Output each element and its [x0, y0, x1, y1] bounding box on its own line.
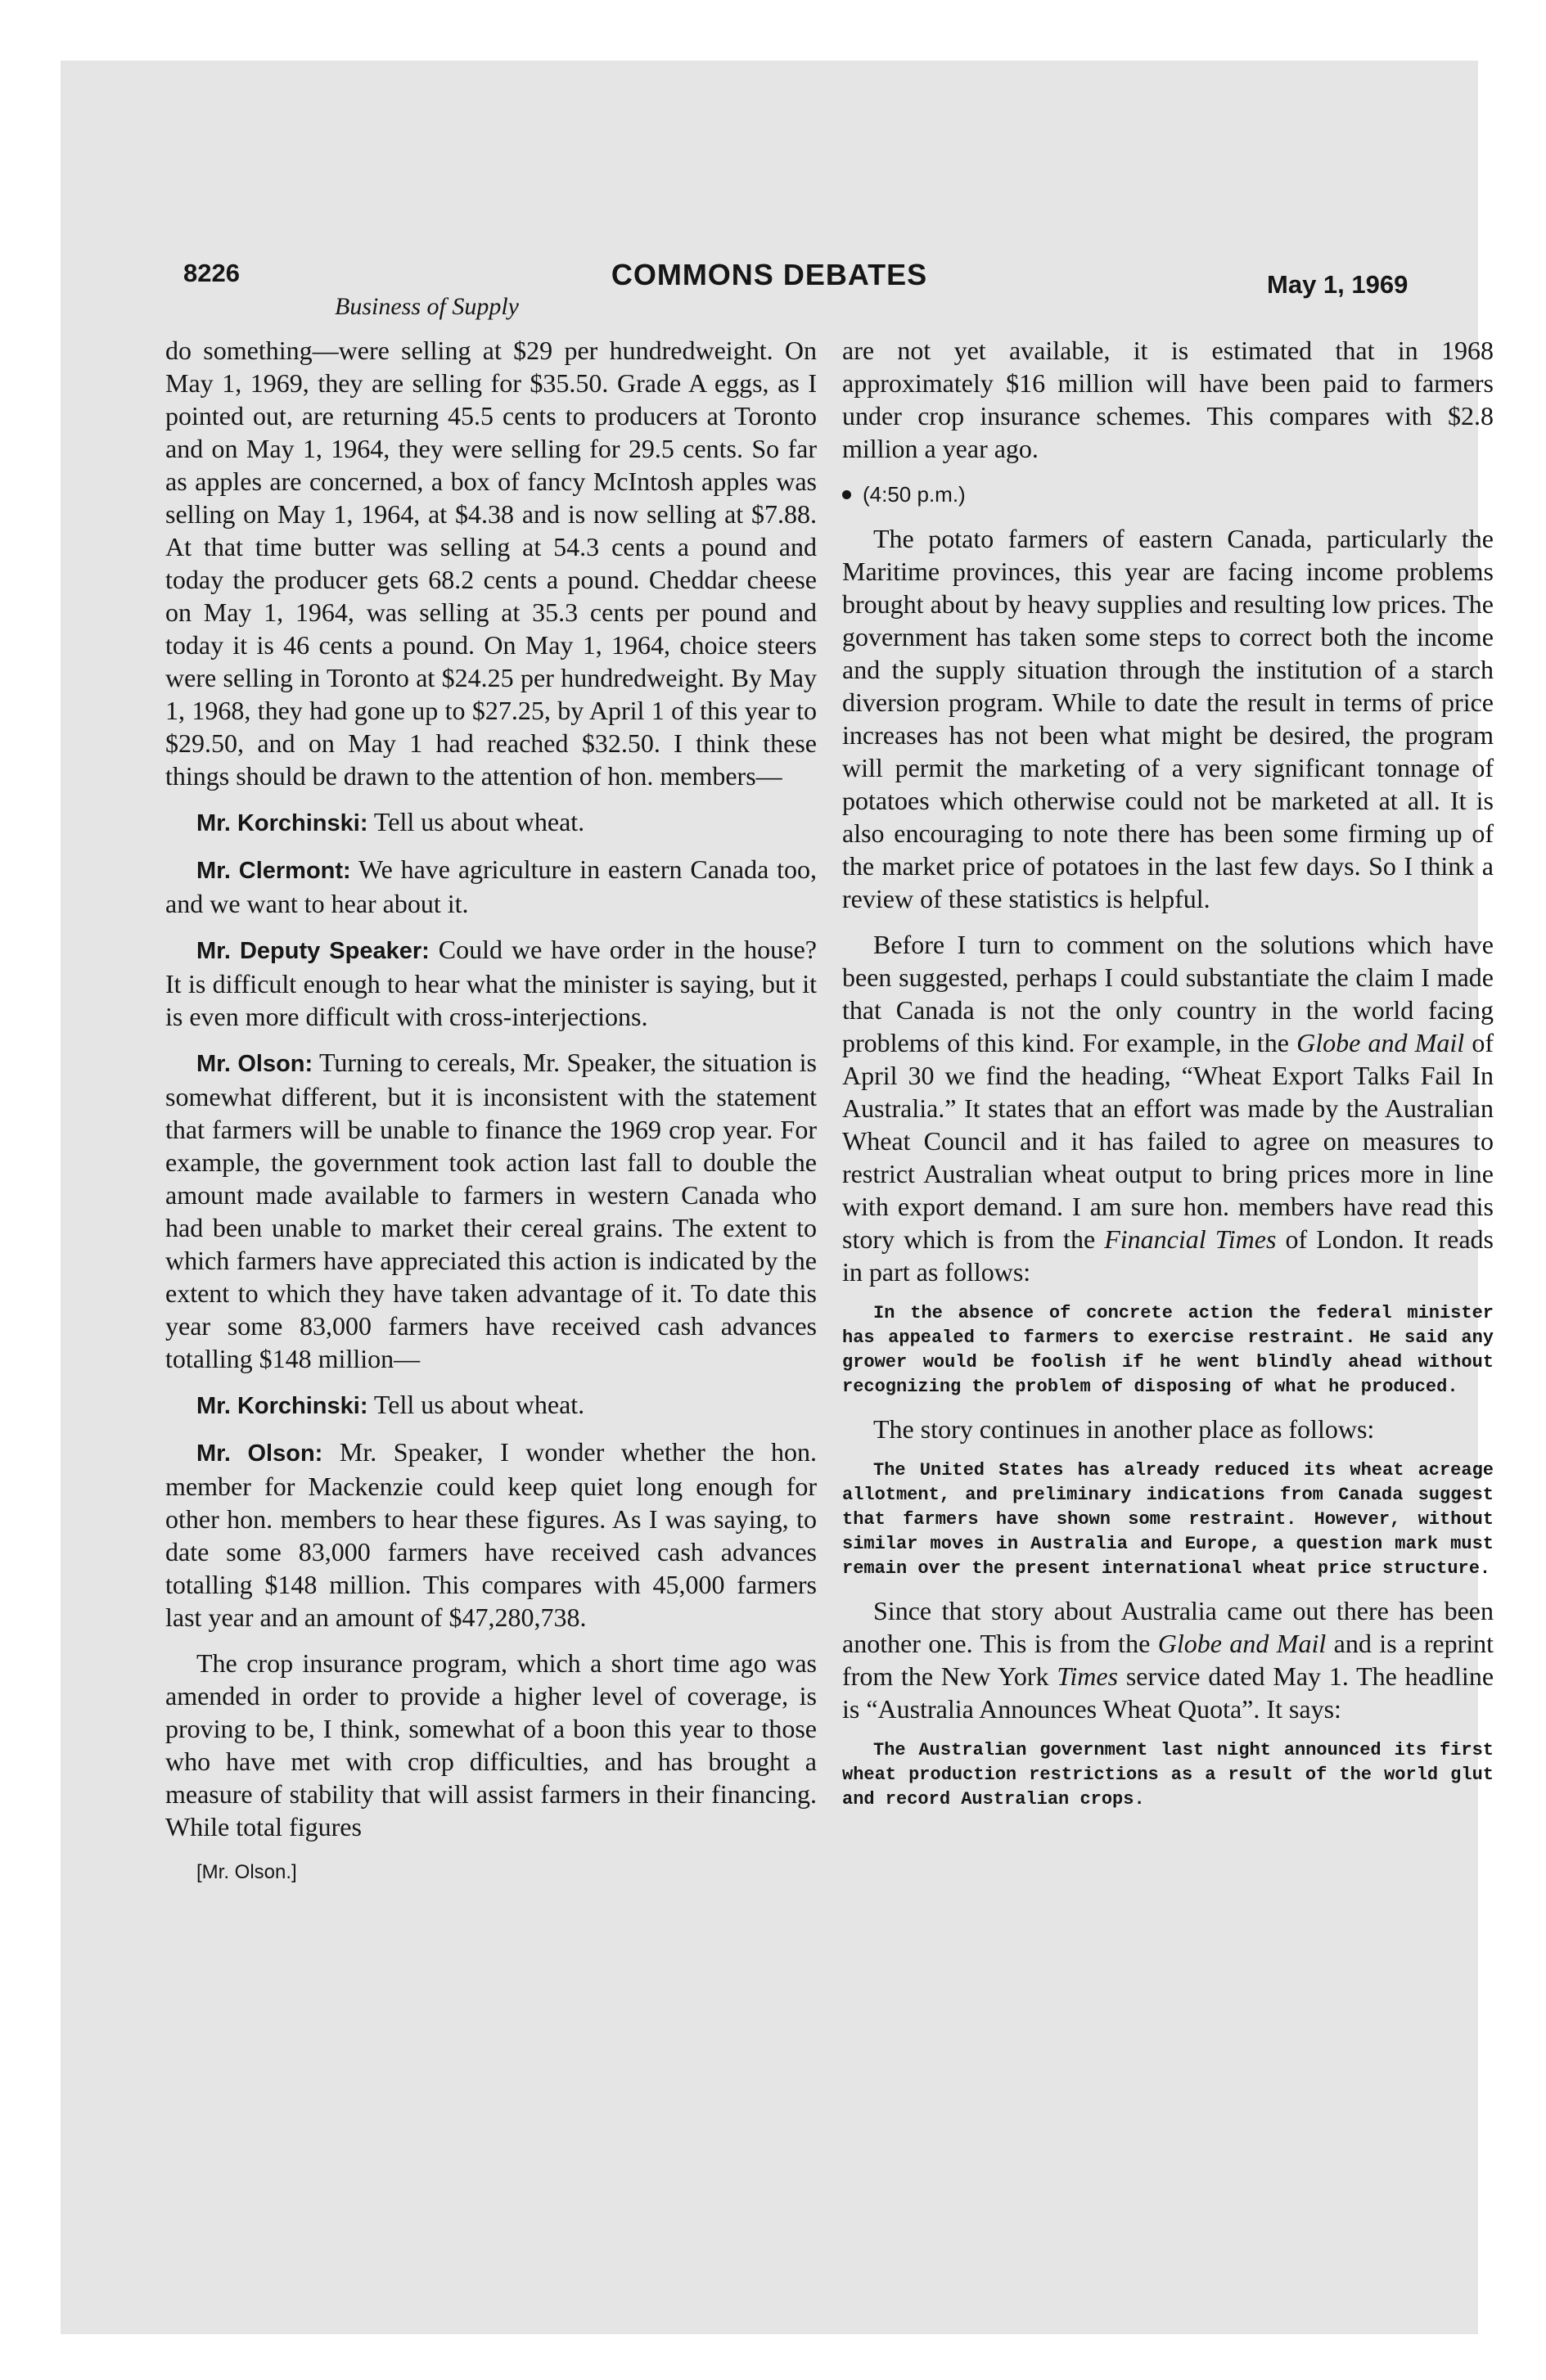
publication-title: Financial Times — [1104, 1224, 1277, 1254]
speaker-name: Mr. Korchinski: — [196, 810, 368, 836]
paragraph: The potato farmers of eastern Canada, particularly the Maritime provinces, this year are facing income problems brought about by heavy supplies and resulting low prices. The government has taken some steps to correct both the income and the supply situation through the institution of a starch diversion program. While to date the result in terms of price increases has not been what might be desired, the program will permit the marketing of a very significant tonnage of potatoes which otherwise could not be marketed at all. It is also encouraging to note there has been some firming up of the market price of potatoes in the last few days. So I think a review of these statistics is helpful. — [842, 524, 1494, 913]
block-quote: The Australian government last night announced its first wheat production restrictions as a result of the world glut and record Australian crops. — [842, 1740, 1494, 1810]
paragraph-text: Since that story about Australia came out there has been another one. This is from the — [842, 1596, 1494, 1658]
block-quote: In the absence of concrete action the federal minister has appealed to farmers to exercise restraint. He said any grower would be foolish if he went blindly ahead without recognizing the problem of disposing of what he produced. — [842, 1303, 1494, 1397]
speech — [165, 933, 817, 1033]
speech — [165, 1388, 817, 1422]
speech-text: Tell us about wheat. — [373, 1390, 585, 1419]
speaker-name: Mr. Olson: — [196, 1051, 313, 1077]
right-column — [842, 334, 1494, 1825]
speaker-attribution: [Mr. Olson.] — [196, 1861, 297, 1883]
speaker-name: Mr. Olson: — [196, 1440, 323, 1467]
speech-text: Mr. Speaker, I wonder whether the hon. member for Mackenzie could keep quiet long enough for other hon. members to hear these figures. As I was saying, to date some 83,000 farmers have received cash advances totalling $148 million. This compares with 45,000 farmers last year and an amount of $47,280,738. — [165, 1437, 818, 1632]
time-stamp-text: (4:50 p.m.) — [863, 482, 966, 507]
left-column — [165, 334, 817, 1902]
bullet-icon — [842, 490, 851, 499]
running-head: COMMONS DEBATES — [611, 258, 928, 291]
time-stamp — [842, 478, 1494, 511]
paragraph-text: Before I turn to comment on the solutions which have been suggested, perhaps I could substantiate the claim I made that Canada is not the only country in the world facing problems of this kind. For example, in the — [842, 930, 1494, 1057]
issue-date: May 1, 1969 — [1267, 270, 1409, 299]
section-heading: Business of Supply — [335, 293, 519, 320]
page-number: 8226 — [183, 259, 240, 287]
publication-title: Globe and Mail — [1296, 1028, 1465, 1057]
speaker-name: Mr. Clermont: — [196, 858, 351, 884]
speech — [165, 1046, 817, 1375]
paragraph-text: and is a reprint from the New York — [842, 1629, 1494, 1691]
speech — [165, 805, 817, 840]
speech-text: We have agriculture in eastern Canada too, and we want to hear about it. — [165, 854, 818, 918]
paragraph: The story continues in another place as follows: — [873, 1414, 1375, 1444]
block-quote: The United States has already reduced its wheat acreage allotment, and preliminary indications from Canada suggest that farmers have shown some restraint. However, without similar moves in Australia and Europe, a question mark must remain over the present international wheat price structure. — [842, 1460, 1494, 1579]
publication-title: Times — [1057, 1661, 1119, 1691]
paragraph-text: of London. It reads in part as follows: — [842, 1224, 1494, 1287]
speech-text: Tell us about wheat. — [373, 807, 585, 836]
paragraph: are not yet available, it is estimated that in 1968 approximately $16 million will have been paid to farmers under crop insurance schemes. This compares with $2.8 million a year ago. — [842, 336, 1494, 463]
speaker-name: Mr. Deputy Speaker: — [196, 938, 430, 964]
speech — [165, 1436, 817, 1634]
paragraph-text: of April 30 we find the heading, “Wheat Export Talks Fail In Australia.” It states that an effort was made by the Australian Wheat Council and it has failed to agree on measures to restrict Australian wheat output to bring prices more in line with export demand. I am sure hon. members have read this story which is from the — [842, 1028, 1494, 1254]
paragraph: do something—were selling at $29 per hundredweight. On May 1, 1969, they are selling for $35.50. Grade A eggs, as I pointed out, are returning 45.5 cents to producers at Toronto and on May 1, 1964, they were selling for 29.5 cents. So far as apples are concerned, a box of fancy McIntosh apples was selling on May 1, 1964, at $4.38 and is now selling at $7.88. At that time butter was selling at 54.3 cents a pound and today the producer gets 68.2 cents a pound. Cheddar cheese on May 1, 1964, was selling at 35.3 cents per pound and today it is 46 cents a pound. On May 1, 1964, choice steers were selling in Toronto at $24.25 per hundredweight. By May 1, 1968, they had gone up to $27.25, by April 1 of this year to $29.50, and on May 1 had reached $32.50. I think these things should be drawn to the attention of hon. members— — [165, 336, 817, 791]
page-sheet — [61, 61, 1494, 2334]
paragraph: The crop insurance program, which a short time ago was amended in order to provide a higher level of coverage, is proving to be, I think, somewhat of a boon this year to those who have met with crop difficulties, and has brought a measure of stability that will assist farmers in their financing. While total figures — [165, 1648, 817, 1841]
paragraph — [842, 928, 1494, 1288]
speech-text: Turning to cereals, Mr. Speaker, the situation is somewhat different, but it is inconsistent with the statement that farmers will be unable to finance the 1969 crop year. For example, the government took action last fall to double the amount made available to farmers in western Canada who had been unable to market their cereal grains. The extent to which farmers have appreciated this action is indicated by the extent to which they have taken advantage of it. To date this year some 83,000 farmers have received cash advances totalling $148 million— — [165, 1048, 817, 1373]
publication-title: Globe and Mail — [1157, 1629, 1327, 1658]
speech — [165, 853, 817, 920]
paragraph-text: service dated May 1. The headline is “Australia Announces Wheat Quota”. It says: — [842, 1661, 1494, 1724]
speech-text: Could we have order in the house? It is difficult enough to hear what the minister is saying, but it is even more difficult with cross-interjections. — [165, 935, 817, 1031]
speaker-name: Mr. Korchinski: — [196, 1393, 368, 1419]
paragraph — [842, 1594, 1494, 1725]
